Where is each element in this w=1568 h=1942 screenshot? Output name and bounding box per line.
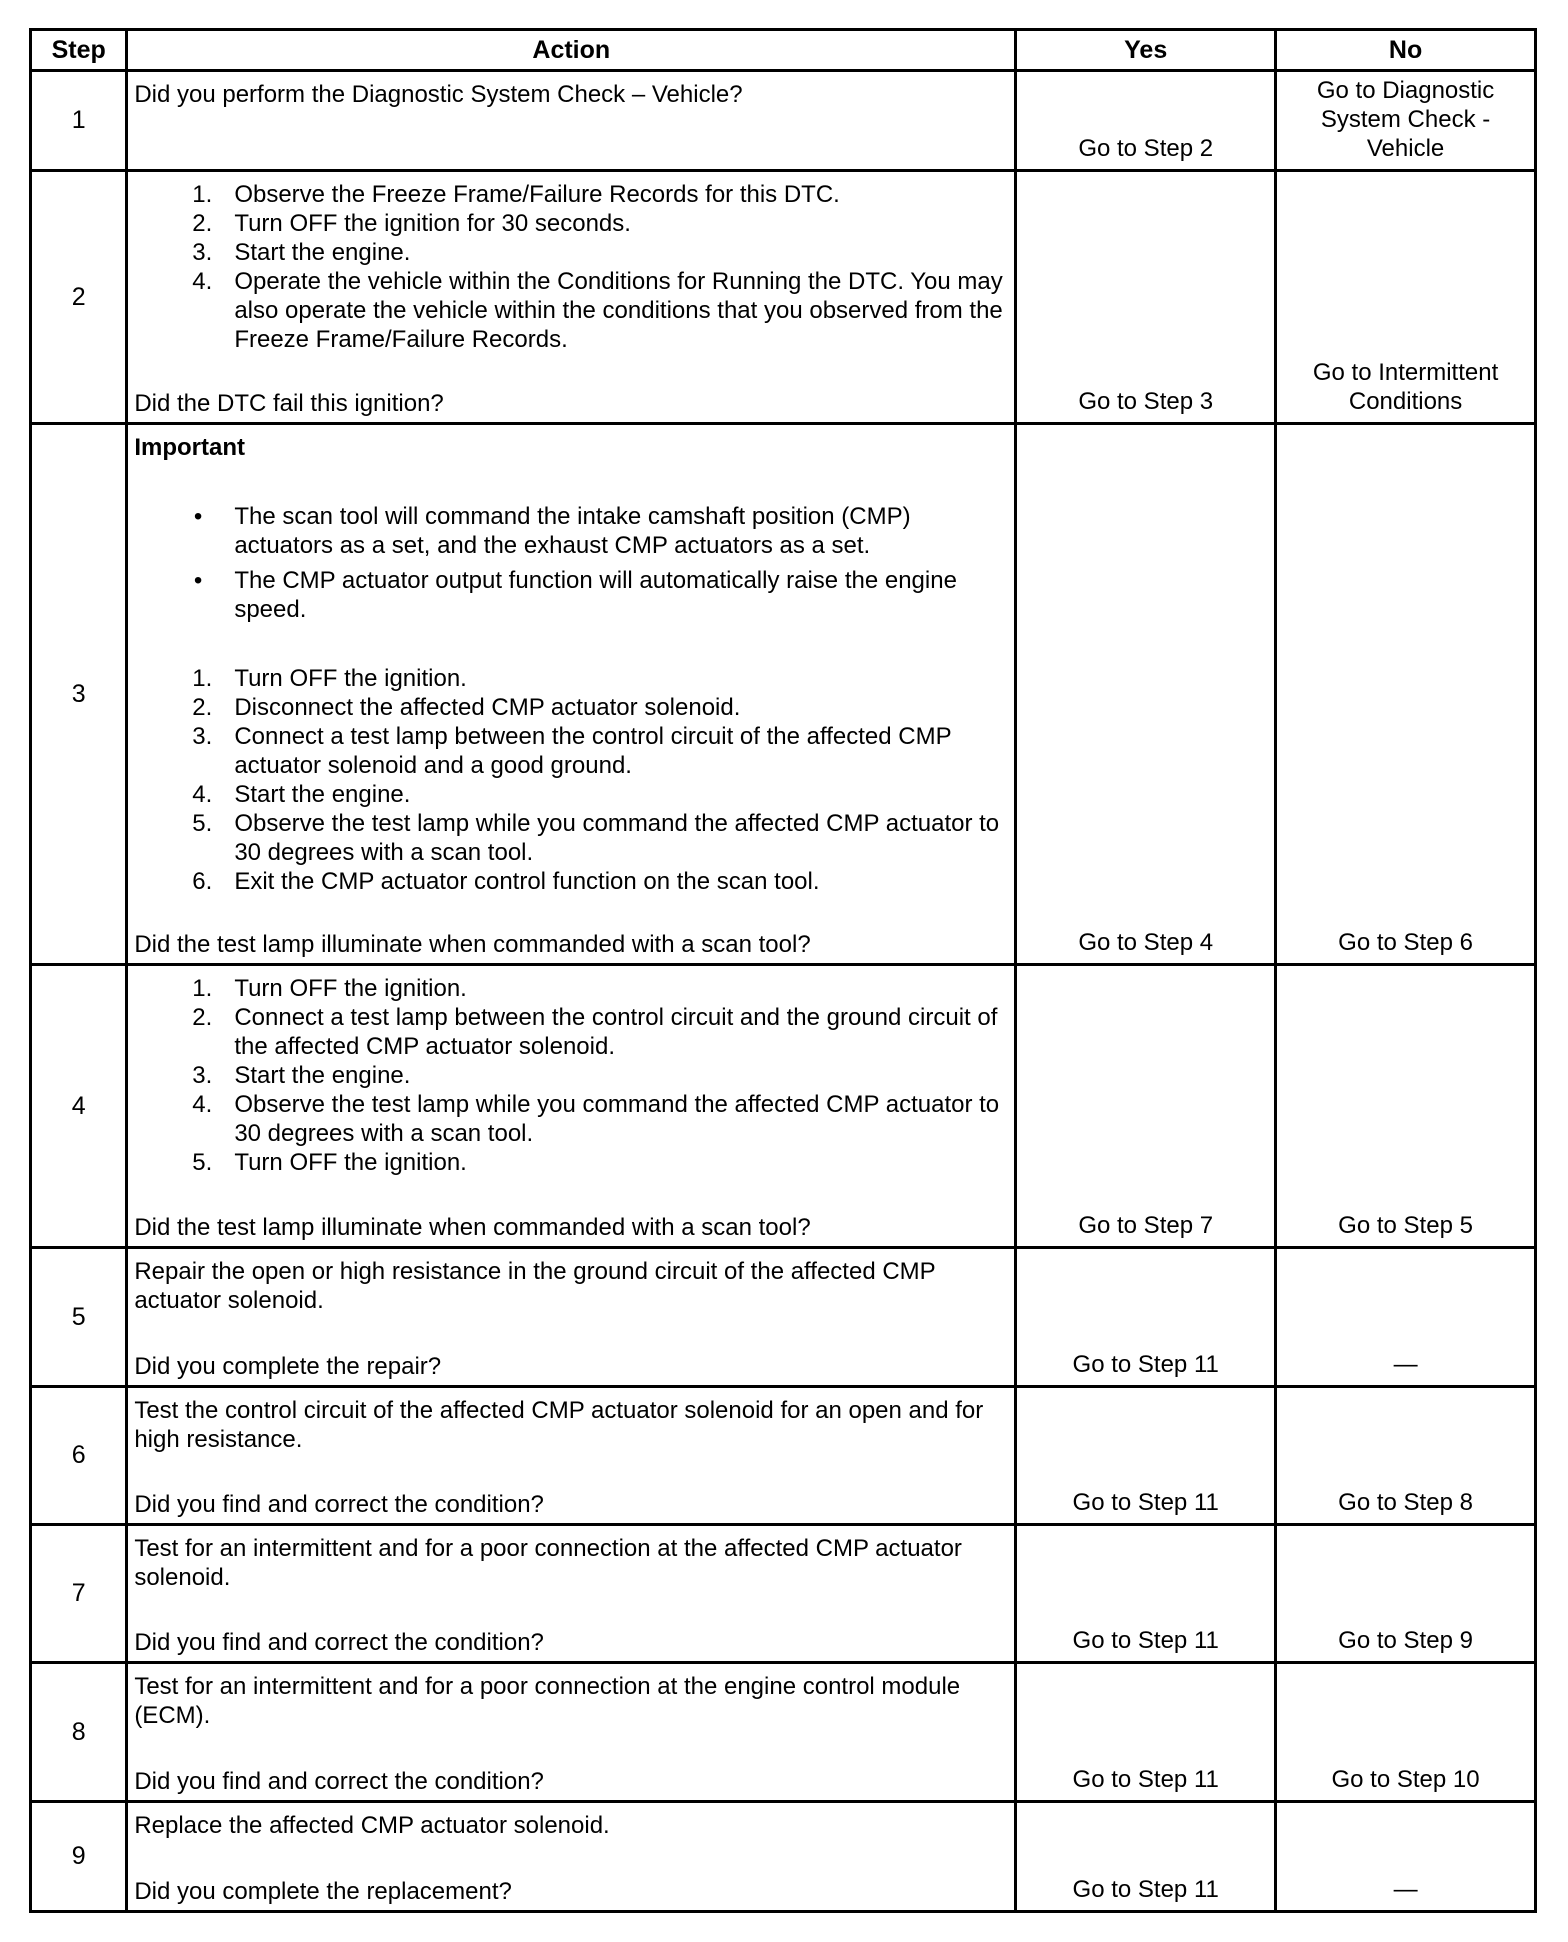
header-no: No [1276, 30, 1536, 71]
action-text: Did you perform the Diagnostic System Check – Vehicle? [134, 81, 743, 108]
table-row [31, 1802, 1536, 1912]
list-item: 3. Start the engine. [192, 239, 411, 266]
yes-cell: Go to Step 3 [1016, 171, 1276, 424]
no-cell: — [1276, 1248, 1536, 1387]
step-number: 6 [31, 1387, 127, 1525]
table-row [31, 1248, 1536, 1387]
table-row [31, 965, 1536, 1248]
diagnostic-table [29, 28, 1537, 1913]
question-text: Did you find and correct the condition? [134, 1768, 544, 1795]
action-cell [127, 171, 1016, 424]
table-row [31, 1387, 1536, 1525]
table-row [31, 424, 1536, 965]
step-list [134, 664, 1010, 896]
question-text: Did you complete the replacement? [134, 1878, 512, 1905]
list-item: 4. Start the engine. [192, 781, 411, 808]
bullet-list [134, 502, 1010, 630]
yes-cell: Go to Step 11 [1016, 1663, 1276, 1802]
step-list [134, 180, 1010, 354]
list-item: 4. Operate the vehicle within the Conditions for Running the DTC. You may also operate the vehicle within the conditions that you observed from the Freeze Frame/Failure Records. [192, 268, 1003, 353]
yes-cell: Go to Step 11 [1016, 1248, 1276, 1387]
no-cell: — [1276, 1802, 1536, 1912]
list-item: 3. Start the engine. [192, 1062, 411, 1089]
question-text: Did you find and correct the condition? [134, 1491, 544, 1518]
question-text: Did you complete the repair? [134, 1353, 442, 1380]
list-item: 5. Observe the test lamp while you command the affected CMP actuator to 30 degrees with a scan tool. [192, 810, 1000, 866]
action-cell [127, 1525, 1016, 1663]
yes-cell: Go to Step 11 [1016, 1802, 1276, 1912]
step-number: 5 [31, 1248, 127, 1387]
yes-cell: Go to Step 2 [1016, 71, 1276, 171]
list-item: 6. Exit the CMP actuator control function on the scan tool. [192, 868, 820, 895]
list-item: 2. Disconnect the affected CMP actuator solenoid. [192, 694, 741, 721]
yes-cell: Go to Step 4 [1016, 424, 1276, 965]
table-row [31, 71, 1536, 171]
yes-cell: Go to Step 11 [1016, 1387, 1276, 1525]
list-item: 2. Connect a test lamp between the control circuit and the ground circuit of the affected CMP actuator solenoid. [192, 1004, 998, 1060]
important-heading: Important [134, 434, 245, 461]
table-row [31, 1663, 1536, 1802]
list-item: 2. Turn OFF the ignition for 30 seconds. [192, 210, 631, 237]
action-cell [127, 71, 1016, 171]
no-cell: Go to Step 6 [1276, 424, 1536, 965]
step-number: 8 [31, 1663, 127, 1802]
no-cell: Go to Intermittent Conditions [1276, 171, 1536, 424]
question-text: Did the DTC fail this ignition? [134, 390, 444, 417]
action-text: Test for an intermittent and for a poor connection at the affected CMP actuator solenoid. [134, 1535, 962, 1591]
list-item: • The CMP actuator output function will automatically raise the engine speed. [193, 567, 957, 623]
question-text: Did the test lamp illuminate when commanded with a scan tool? [134, 931, 811, 958]
header-action: Action [127, 30, 1016, 71]
list-item: 1. Turn OFF the ignition. [192, 975, 467, 1002]
action-text: Test the control circuit of the affected CMP actuator solenoid for an open and for high resistance. [134, 1397, 984, 1453]
step-number: 1 [31, 71, 127, 171]
step-number: 2 [31, 171, 127, 424]
action-cell [127, 424, 1016, 965]
action-cell [127, 965, 1016, 1248]
action-cell [127, 1663, 1016, 1802]
header-row [31, 30, 1536, 71]
step-number: 3 [31, 424, 127, 965]
question-text: Did you find and correct the condition? [134, 1629, 544, 1656]
list-item: 1. Turn OFF the ignition. [192, 665, 467, 692]
no-cell: Go to Diagnostic System Check - Vehicle [1276, 71, 1536, 171]
action-text: Replace the affected CMP actuator solenoid. [134, 1812, 610, 1839]
yes-cell: Go to Step 11 [1016, 1525, 1276, 1663]
list-item: 1. Observe the Freeze Frame/Failure Records for this DTC. [192, 181, 840, 208]
no-cell: Go to Step 8 [1276, 1387, 1536, 1525]
action-cell [127, 1248, 1016, 1387]
step-number: 7 [31, 1525, 127, 1663]
action-cell [127, 1802, 1016, 1912]
step-number: 4 [31, 965, 127, 1248]
no-cell: Go to Step 9 [1276, 1525, 1536, 1663]
action-text: Repair the open or high resistance in the ground circuit of the affected CMP actuator solenoid. [134, 1258, 936, 1314]
table-row [31, 1525, 1536, 1663]
action-cell [127, 1387, 1016, 1525]
no-cell: Go to Step 10 [1276, 1663, 1536, 1802]
step-number: 9 [31, 1802, 127, 1912]
header-yes: Yes [1016, 30, 1276, 71]
header-step: Step [31, 30, 127, 71]
question-text: Did the test lamp illuminate when commanded with a scan tool? [134, 1214, 811, 1241]
action-text: Test for an intermittent and for a poor connection at the engine control module (ECM). [134, 1673, 961, 1729]
list-item: 5. Turn OFF the ignition. [192, 1149, 467, 1176]
list-item: • The scan tool will command the intake camshaft position (CMP) actuators as a set, and the exhaust CMP actuators as a set. [193, 503, 911, 559]
yes-cell: Go to Step 7 [1016, 965, 1276, 1248]
table-row [31, 171, 1536, 424]
step-list [134, 974, 1010, 1177]
list-item: 4. Observe the test lamp while you command the affected CMP actuator to 30 degrees with a scan tool. [192, 1091, 1000, 1147]
no-cell: Go to Step 5 [1276, 965, 1536, 1248]
list-item: 3. Connect a test lamp between the control circuit of the affected CMP actuator solenoid and a good ground. [192, 723, 952, 779]
